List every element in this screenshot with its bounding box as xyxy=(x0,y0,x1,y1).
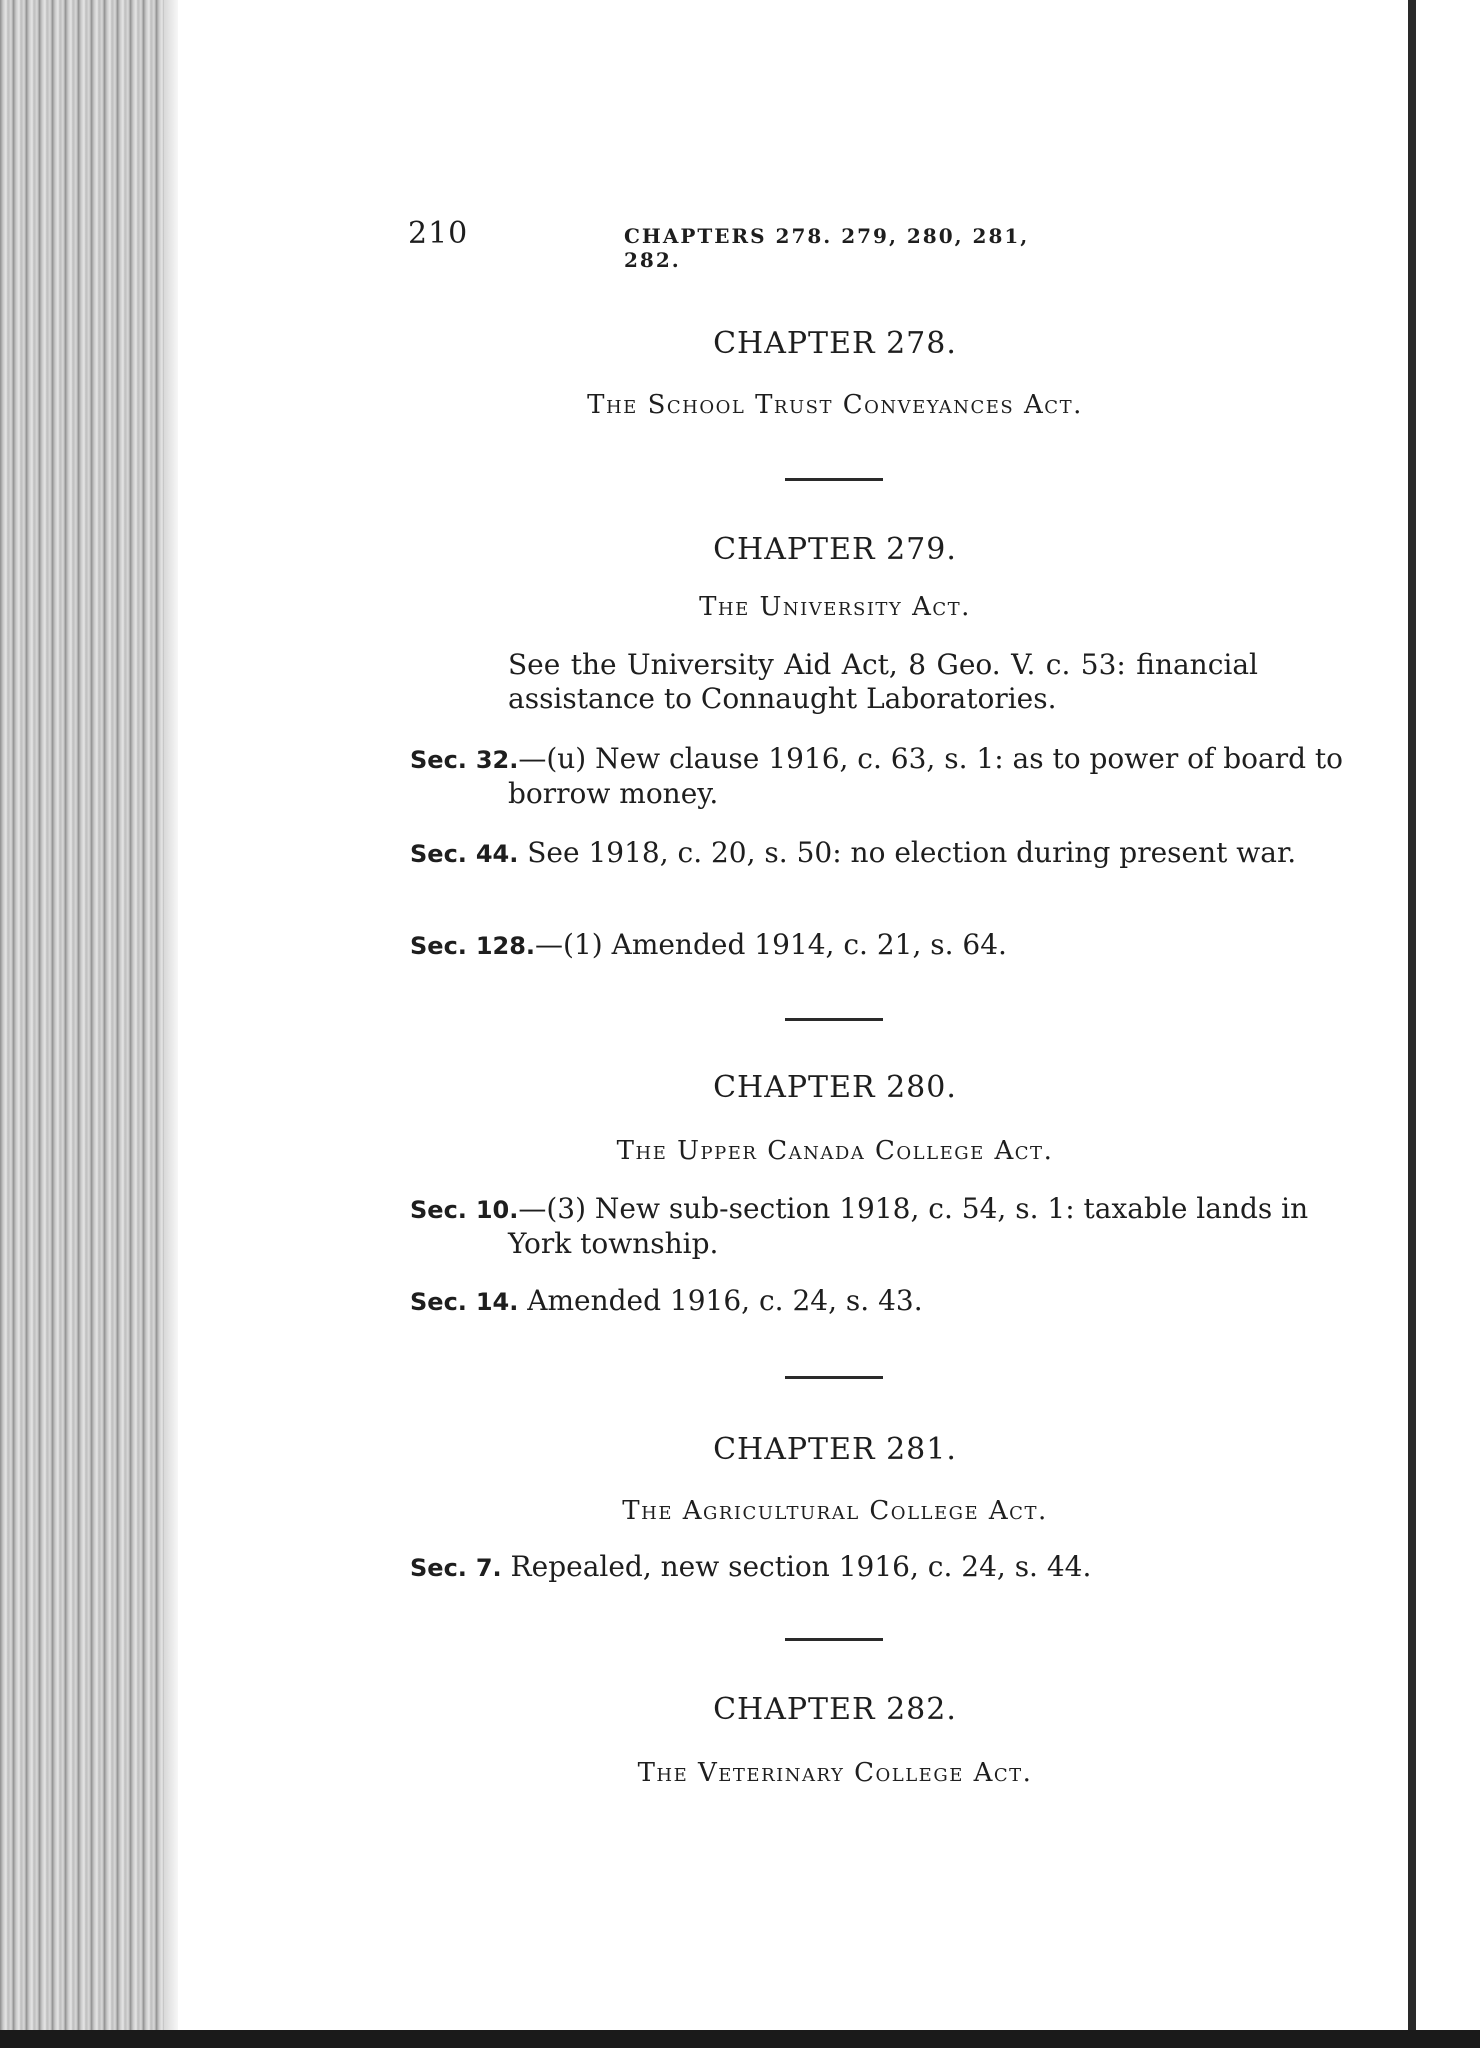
section-divider xyxy=(785,1018,883,1021)
section-entry xyxy=(410,1284,1356,1319)
section-label: Sec. xyxy=(410,932,467,960)
section-divider xyxy=(785,478,883,481)
section-label: Sec. xyxy=(410,1554,467,1582)
section-text: See 1918, c. 20, s. 50: no election during present war. xyxy=(518,836,1297,869)
act-title: The Agricultural College Act. xyxy=(622,1496,1048,1526)
act-title: The School Trust Conveyances Act. xyxy=(587,390,1083,420)
section-entry xyxy=(410,1192,1356,1261)
act-title: The University Act. xyxy=(699,592,971,622)
section-entry xyxy=(410,928,1356,963)
chapter-heading: CHAPTER 282. xyxy=(713,1692,957,1727)
chapter-heading: CHAPTER 281. xyxy=(713,1432,957,1467)
section-text: —(1) Amended 1914, c. 21, s. 64. xyxy=(535,928,1007,961)
section-number: 32. xyxy=(475,746,519,774)
section-label: Sec. xyxy=(410,1288,467,1316)
act-title: The Veterinary College Act. xyxy=(637,1758,1033,1788)
section-label: Sec. xyxy=(410,1196,467,1224)
section-divider xyxy=(785,1638,883,1641)
section-divider xyxy=(785,1376,883,1379)
chapter-heading: CHAPTER 278. xyxy=(713,326,957,361)
running-title: CHAPTERS 278. 279, 280, 281, 282. xyxy=(624,224,1030,272)
section-label: Sec. xyxy=(410,840,467,868)
section-text: Amended 1916, c. 24, s. 43. xyxy=(518,1284,923,1317)
right-margin xyxy=(1416,0,1480,2048)
page-number: 210 xyxy=(408,216,469,251)
running-header xyxy=(408,216,1068,272)
bottom-scan-edge xyxy=(0,2030,1480,2048)
section-number: 10. xyxy=(475,1196,519,1224)
section-label: Sec. xyxy=(410,746,467,774)
book-gutter-shadow xyxy=(1408,0,1416,2048)
section-number: 128. xyxy=(475,932,536,960)
section-entry xyxy=(410,1550,1356,1585)
section-text: —(u) New clause 1916, c. 63, s. 1: as to power of board to borrow money. xyxy=(508,742,1344,810)
act-title: The Upper Canada College Act. xyxy=(616,1136,1054,1166)
book-page-edges xyxy=(0,0,178,2048)
section-entry xyxy=(410,836,1356,871)
chapter-heading: CHAPTER 279. xyxy=(713,532,957,567)
section-text: —(3) New sub-section 1918, c. 54, s. 1: taxable lands in York township. xyxy=(508,1192,1309,1260)
section-number: 44. xyxy=(475,840,519,868)
section-number: 7. xyxy=(475,1554,502,1582)
chapter-heading: CHAPTER 280. xyxy=(713,1070,957,1105)
chapter-note: See the University Aid Act, 8 Geo. V. c. 53: financial assistance to Connaught Laboratories. xyxy=(508,648,1258,715)
section-number: 14. xyxy=(475,1288,519,1316)
section-entry xyxy=(410,742,1356,811)
section-text: Repealed, new section 1916, c. 24, s. 44. xyxy=(501,1550,1092,1583)
